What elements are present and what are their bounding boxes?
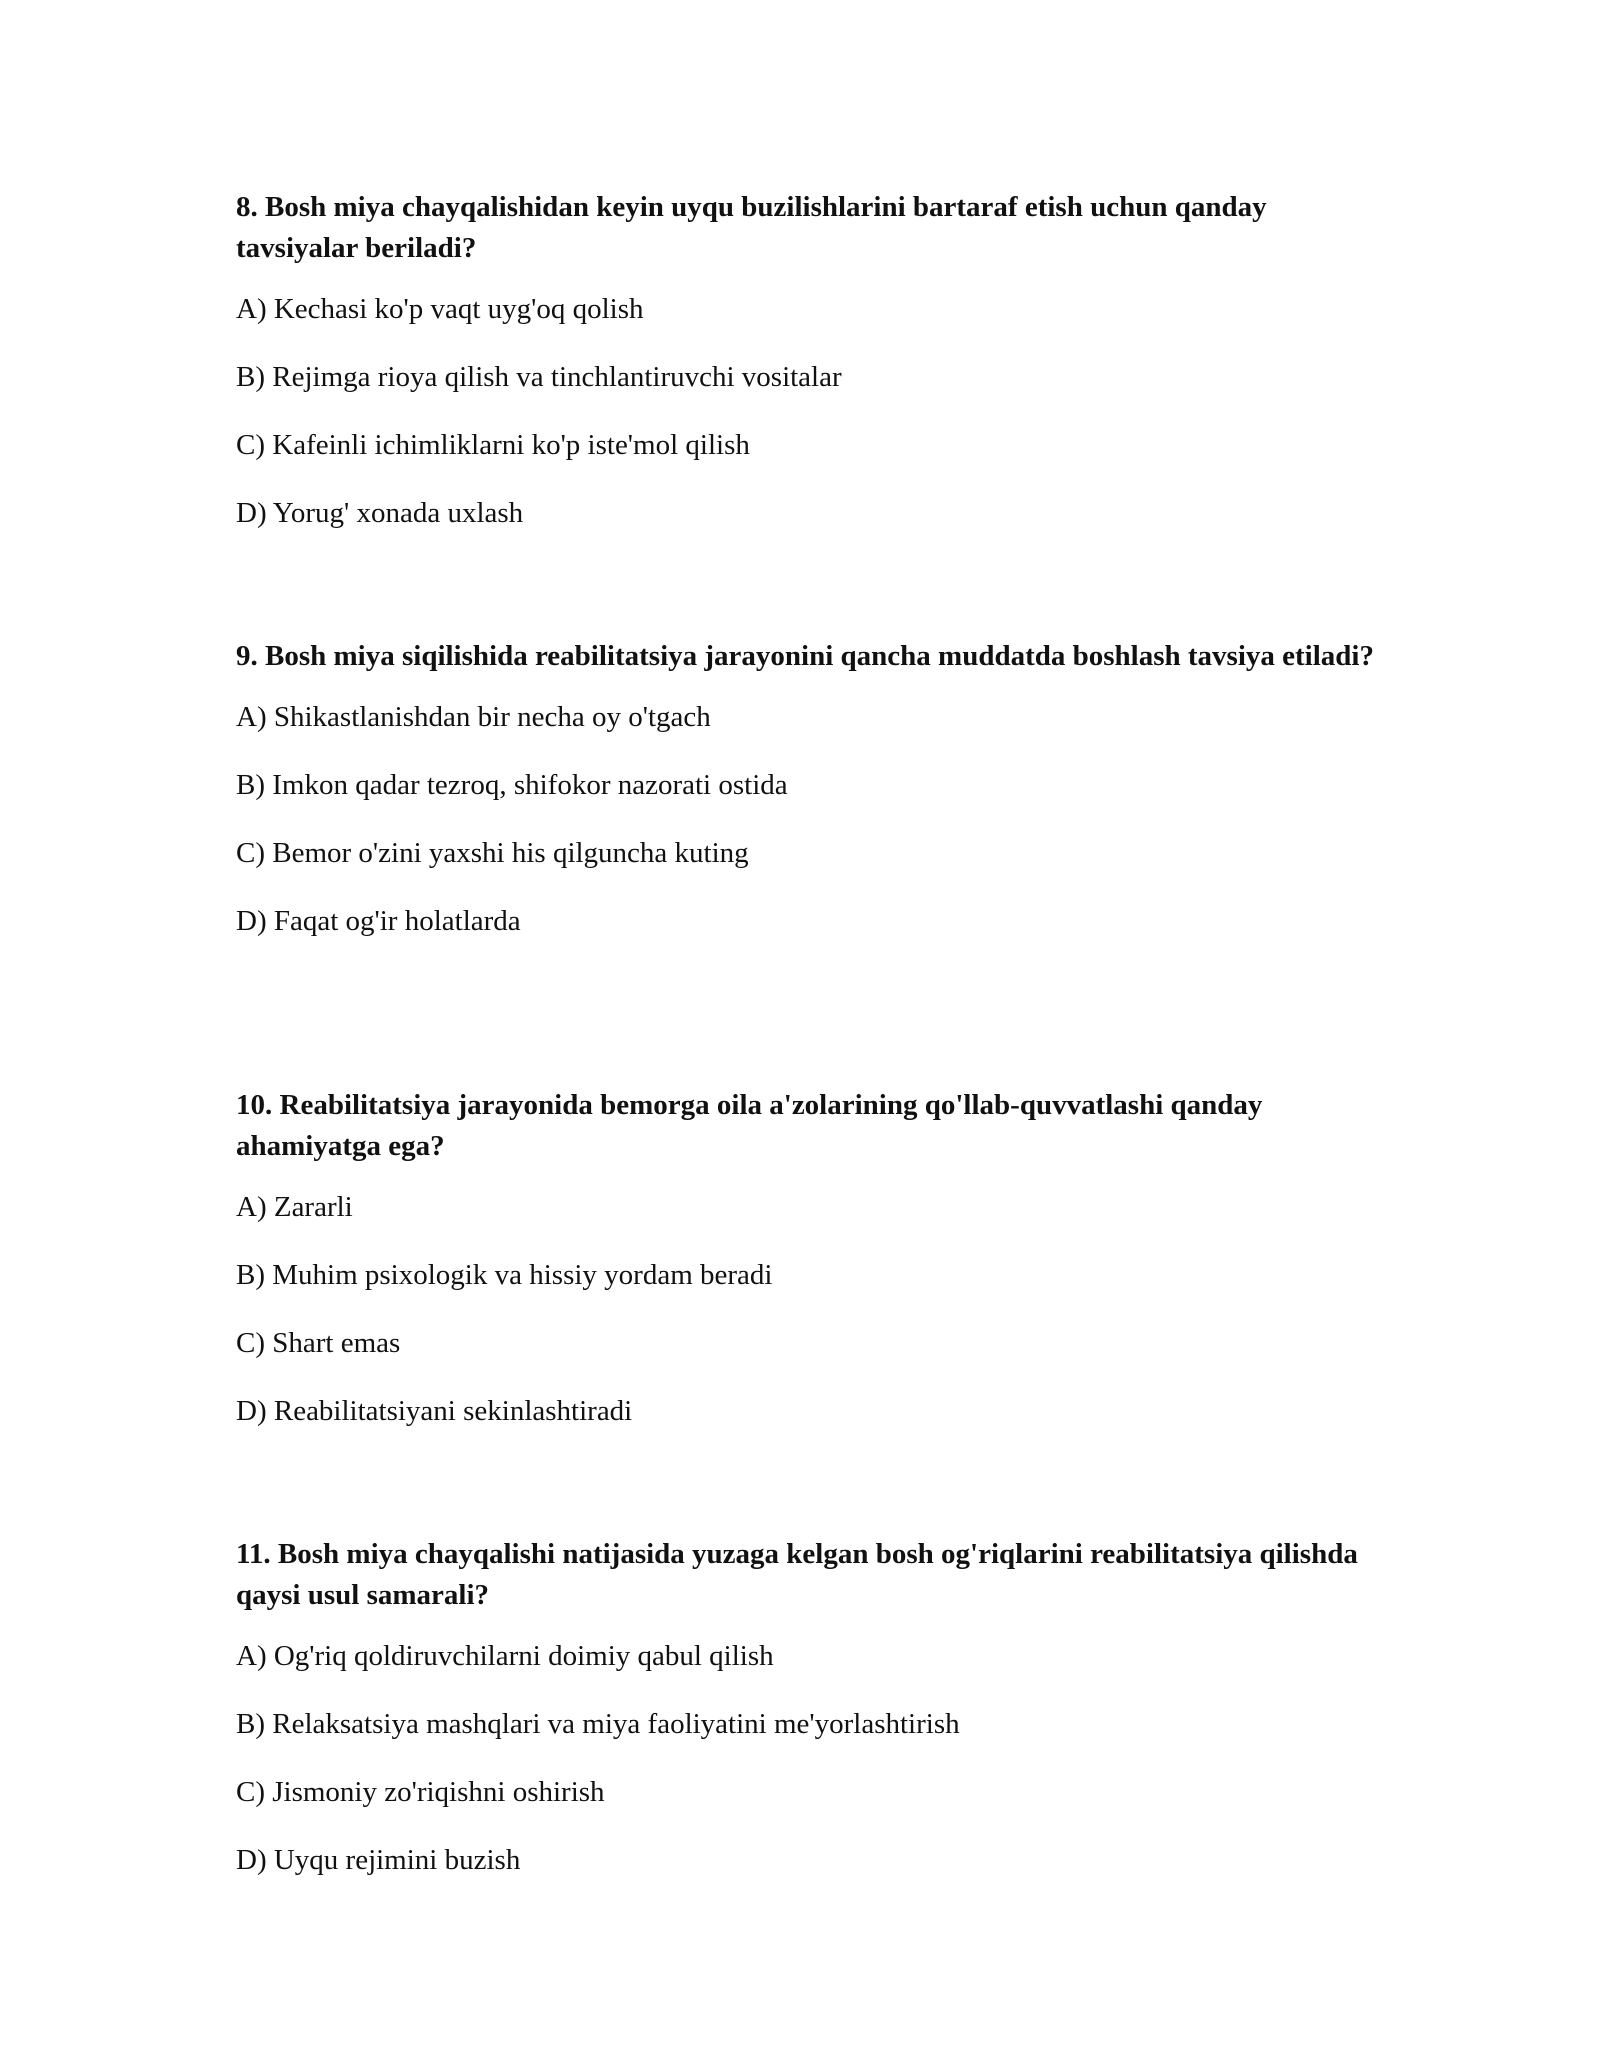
question-11 (236, 1534, 1386, 1910)
answer-options (236, 1189, 1386, 1429)
option-a: A) Og'riq qoldiruvchilarni doimiy qabul qilish (236, 1640, 774, 1672)
question-title: 8. Bosh miya chayqalishidan keyin uyqu buzilishlarini bartaraf etish uchun qanday tavsiyalar beriladi? (236, 191, 1267, 264)
option-d: D) Yorug' xonada uxlash (236, 497, 524, 529)
option-c: C) Bemor o'zini yaxshi his qilguncha kuting (236, 837, 749, 869)
answer-options (236, 291, 1386, 531)
option-d: D) Faqat og'ir holatlarda (236, 905, 521, 937)
question-title: 9. Bosh miya siqilishida reabilitatsiya jarayonini qancha muddatda boshlash tavsiya etiladi? (236, 640, 1374, 672)
question-title: 10. Reabilitatsiya jarayonida bemorga oila a'zolarining qo'llab-quvvatlashi qanday ahamiyatga ega? (236, 1089, 1263, 1162)
option-c: C) Kafeinli ichimliklarni ko'p iste'mol qilish (236, 429, 750, 461)
option-a: A) Kechasi ko'p vaqt uyg'oq qolish (236, 293, 644, 325)
option-a: A) Zararli (236, 1191, 353, 1223)
option-b: B) Muhim psixologik va hissiy yordam beradi (236, 1259, 773, 1291)
option-a: A) Shikastlanishdan bir necha oy o'tgach (236, 701, 711, 733)
question-9 (236, 636, 1386, 971)
question-title: 11. Bosh miya chayqalishi natijasida yuzaga kelgan bosh og'riqlarini reabilitatsiya qilishda qaysi usul samarali? (236, 1538, 1358, 1611)
option-b: B) Rejimga rioya qilish va tinchlantiruvchi vositalar (236, 361, 842, 393)
option-c: C) Shart emas (236, 1327, 401, 1359)
option-d: D) Uyqu rejimini buzish (236, 1844, 521, 1876)
question-10 (236, 1085, 1386, 1461)
option-b: B) Relaksatsiya mashqlari va miya faoliyatini me'yorlashtirish (236, 1708, 960, 1740)
answer-options (236, 1638, 1386, 1878)
question-8 (236, 187, 1386, 563)
answer-options (236, 699, 1386, 939)
option-b: B) Imkon qadar tezroq, shifokor nazorati ostida (236, 769, 788, 801)
option-d: D) Reabilitatsiyani sekinlashtiradi (236, 1395, 633, 1427)
option-c: C) Jismoniy zo'riqishni oshirish (236, 1776, 605, 1808)
